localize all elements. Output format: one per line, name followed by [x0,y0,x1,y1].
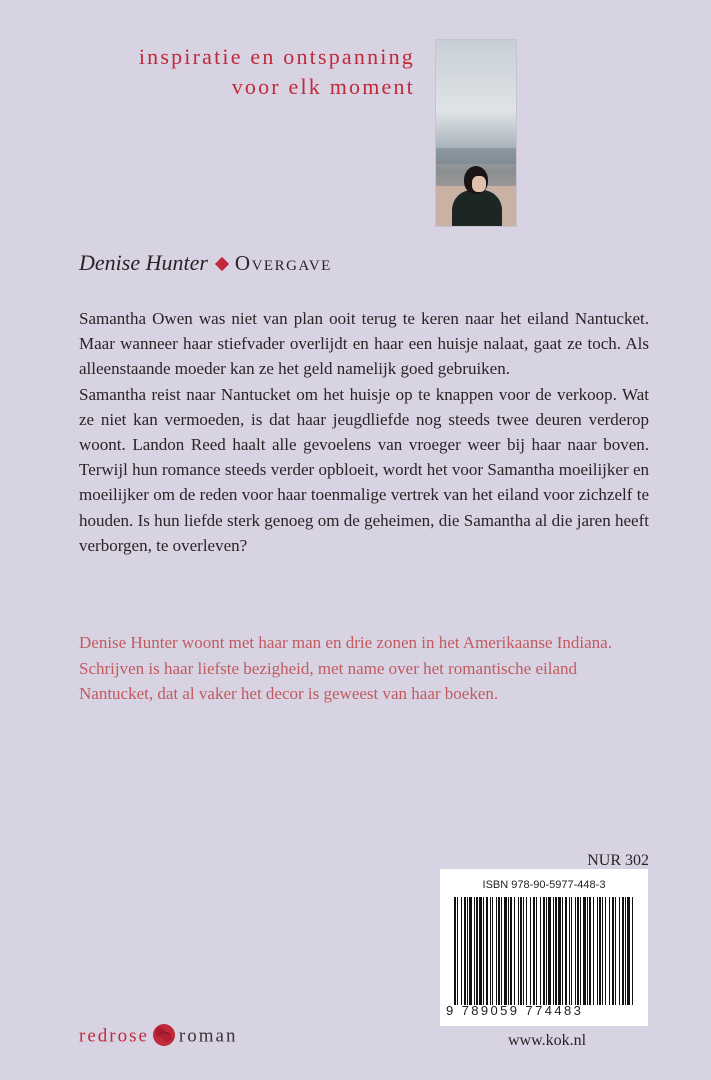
publisher-url[interactable]: www.kok.nl [508,1032,587,1049]
rose-icon [151,1022,177,1048]
barcode-bar [526,897,527,1005]
barcode-bar [523,897,524,1005]
barcode-bar [597,897,598,1005]
barcode-bar [602,897,603,1005]
barcode-bar [571,897,572,1005]
barcode-bar [609,897,610,1005]
barcode-bar [555,897,557,1005]
barcode-bar [461,897,462,1005]
imprint-logo [79,1022,237,1052]
barcode-bar [467,897,468,1005]
barcode-bar [540,897,541,1005]
barcode-bar [599,897,601,1005]
barcode-bar [490,897,491,1005]
barcode-bar [622,897,624,1005]
barcode-digits: 9 789059 774483 [446,1003,584,1018]
barcode-bar [569,897,570,1005]
barcode-bar [583,897,586,1005]
photo-water [436,148,516,164]
author-title-line [79,250,332,276]
barcode-bar [486,897,488,1005]
barcode-bar [469,897,472,1005]
barcode-bar [504,897,507,1005]
barcode-bar [589,897,591,1005]
barcode-bar [514,897,515,1005]
barcode-bar [518,897,519,1005]
barcode-panel [440,869,648,1026]
barcode-bar [520,897,522,1005]
barcode-bar [575,897,576,1005]
barcode-bar [464,897,466,1005]
barcode-bar [577,897,579,1005]
barcode-bar [492,897,493,1005]
barcode-bar [510,897,512,1005]
barcode-bar [605,897,606,1005]
barcode-bar [457,897,458,1005]
barcode-bar [536,897,537,1005]
barcode-bar [533,897,535,1005]
barcode-bar [548,897,551,1005]
barcode-bar [501,897,502,1005]
author-name: Denise Hunter [79,250,208,275]
barcode-bar [619,897,620,1005]
photo-girl-body [452,190,502,226]
barcode-bar [587,897,588,1005]
barcode-bar [627,897,630,1005]
isbn-text: ISBN 978-90-5977-448-3 [482,879,606,891]
barcode-bar [543,897,545,1005]
barcode-bar [474,897,475,1005]
barcode-bar [479,897,482,1005]
imprint-red: red [79,1025,110,1047]
barcode-bar [553,897,554,1005]
barcode-bars [454,897,634,1005]
imprint-roman: roman [178,1025,238,1047]
blurb [79,306,649,558]
barcode-bar [612,897,614,1005]
barcode-bar [496,897,497,1005]
barcode-bar [580,897,581,1005]
barcode-bar [498,897,500,1005]
barcode-bar [565,897,567,1005]
photo-girl-face [472,176,486,192]
diamond-icon [215,257,229,271]
barcode-bar [483,897,484,1005]
barcode-bar [558,897,561,1005]
blurb-paragraph-2: Samantha reist naar Nantucket om het huisje op te knappen voor de verkoop. Wat ze niet kan vermoeden, is dat haar jeugdliefde nog steeds twee deuren verderop woont. Landon Reed haalt alle gevoelens van vroeger weer bij haar naar boven. Terwijl hun romance steeds verder opbloeit, wordt het voor Samantha moeilijker en moeilijker om de reden voor haar toenmalige vertrek van het eiland voor zichzelf te houden. Is hun liefde sterk genoeg om de geheimen, die Samantha al die jaren heeft verborgen, te overleven? [79,384,649,555]
barcode-bar [593,897,594,1005]
barcode-bar [476,897,478,1005]
barcode-bar [632,897,633,1005]
cover-photo [436,40,516,226]
barcode-bar [625,897,626,1005]
author-bio: Denise Hunter woont met haar man en drie zonen in het Amerikaanse Indiana. Schrijven is haar liefste bezigheid, met name over het romantische eiland Nantucket, dat al vaker het decor is geweest van haar boeken. [79,633,612,704]
tagline-line-2: voor elk moment [231,74,415,99]
barcode-bar [615,897,616,1005]
barcode-bar [530,897,531,1005]
blurb-paragraph-1: Samantha Owen was niet van plan ooit terug te keren naar het eiland Nantucket. Maar wanneer haar stiefvader overlijdt en haar een huisje nalaat, gaat ze toch. Als alleenstaande moeder kan ze het geld namelijk goed gebruiken. [79,309,649,379]
barcode-bar [562,897,563,1005]
barcode-bar [508,897,509,1005]
tagline-line-1: inspiratie en ontspanning [138,44,415,69]
barcode-bar [454,897,456,1005]
book-title: Overgave [234,251,332,275]
nur-code: NUR 302 [587,852,649,869]
tagline [139,42,415,102]
barcode-bar [546,897,547,1005]
imprint-rose: rose [109,1025,149,1047]
